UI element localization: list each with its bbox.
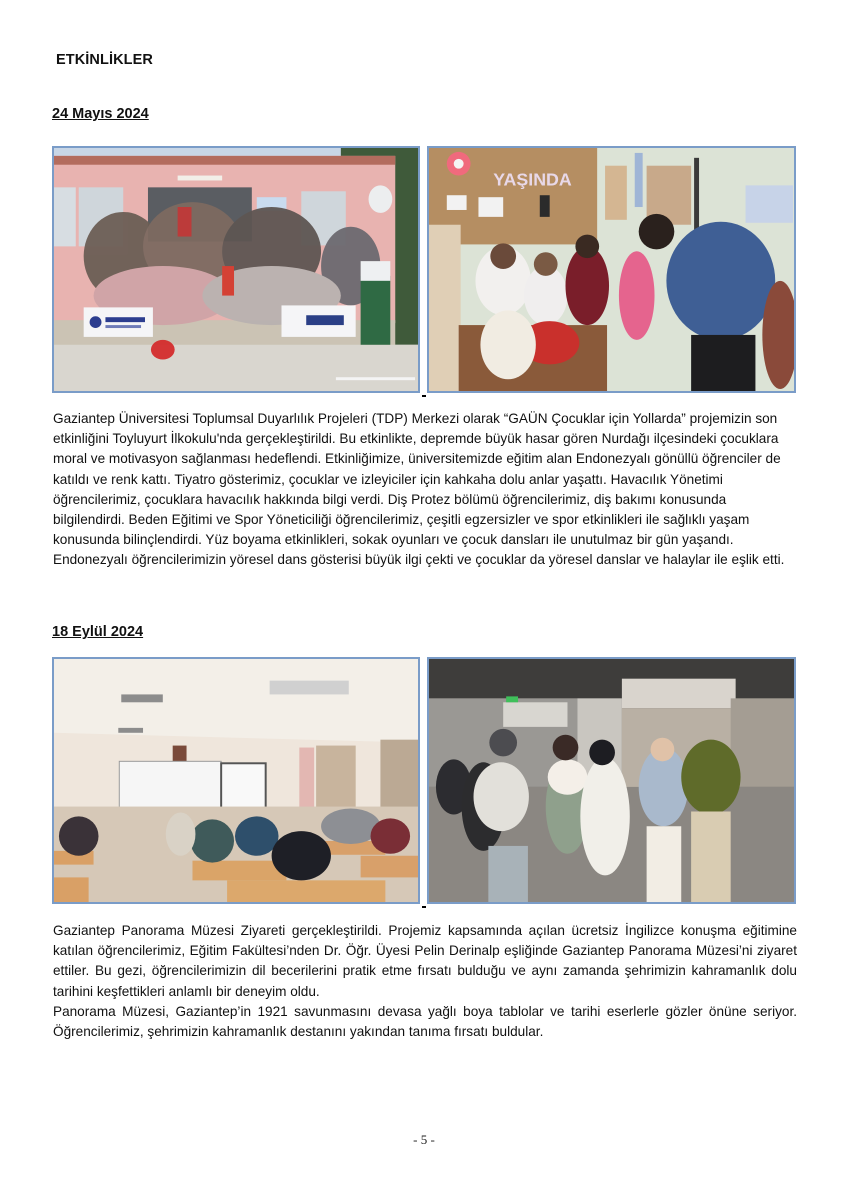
photo-museum-visit xyxy=(427,657,796,904)
lecture-room-illustration xyxy=(54,659,418,902)
section-title: ETKİNLİKLER xyxy=(56,52,153,68)
event-date-heading: 18 Eylül 2024 xyxy=(52,624,144,640)
photo-gift-giving xyxy=(427,146,796,393)
photo-group-waving xyxy=(52,146,420,393)
classroom-gifts-illustration xyxy=(429,148,794,391)
event-description-text: Gaziantep Üniversitesi Toplumsal Duyarlılık Projeleri (TDP) Merkezi olarak “GAÜN Çocuklar için Yollarda” projemizin son etkinliğini Toyluyurt İlkokulu'nda gerçekleştirildi. Bu etkinlikte, depremde büyük hasar gören Nurdağı ilçesindeki çocuklara moral ve motivasyon sağlanması hedeflendi. Etkinliğimize, üniversitemizde eğitim alan Endonezyalı gönüllü öğrenciler de katıldı ve renk kattı. Tiyatro gösterimiz, çocuklar ve izleyiciler için kahkaha dolu anlar yaşattı. Havacılık Yönetimi öğrencilerimiz, çocuklara havacılık hakkında bilgi verdi. Diş Protez bölümü öğrencilerimiz, diş bakımı konusunda bilgilendirdi. Beden Eğitimi ve Spor Yöneticiliği öğrencilerimiz, çeşitli egzersizler ve spor etkinlikleri ile sağlıklı yaşam konusunda bilinçlendirdi. Yüz boyama etkinlikleri, sokak oyunları ve çocuk dansları ile unutulmaz bir gün yaşandı. Endonezyalı öğrencilerimizin yöresel dans gösterisi büyük ilgi çekti ve çocuklar da yöresel danslar ve halaylar ile eşlik etti. xyxy=(53,411,785,568)
event-description xyxy=(53,921,797,1042)
page-number: - 5 - xyxy=(413,1132,435,1147)
layout-marker xyxy=(422,395,426,397)
event-date-heading: 24 Mayıs 2024 xyxy=(52,106,149,122)
layout-marker xyxy=(422,906,426,908)
group-photo-illustration xyxy=(54,148,418,391)
event-description-text: Panorama Müzesi, Gaziantep’in 1921 savunmasını devasa yağlı boya tablolar ve tarihi eserlerle gözler önüne seriyor. Öğrencilerimiz, şehrimizin kahramanlık destanını yakından tanıma fırsatı buldular. xyxy=(53,1003,797,1040)
event-description xyxy=(53,409,797,571)
museum-visit-illustration xyxy=(429,659,794,902)
photo-classroom-lecture xyxy=(52,657,420,904)
board-text: YAŞINDA xyxy=(493,169,572,190)
event-description-text: Gaziantep Panorama Müzesi Ziyareti gerçekleştirildi. Projemiz kapsamında açılan ücretsiz İngilizce konuşma eğitimine katılan öğrencilerimiz, Eğitim Fakültesi’nden Dr. Öğr. Üyesi Pelin Derinalp eşliğinde Gaziantep Panorama Müzesi’ni ziyaret ettiler. Bu gezi, öğrencilerimizin dil becerilerini pratik etme fırsatı bulduğu ve aynı zamanda şehrimizin kahramanlık dolu tarihini keşfettikleri anlamlı bir deneyim oldu. xyxy=(53,923,797,999)
